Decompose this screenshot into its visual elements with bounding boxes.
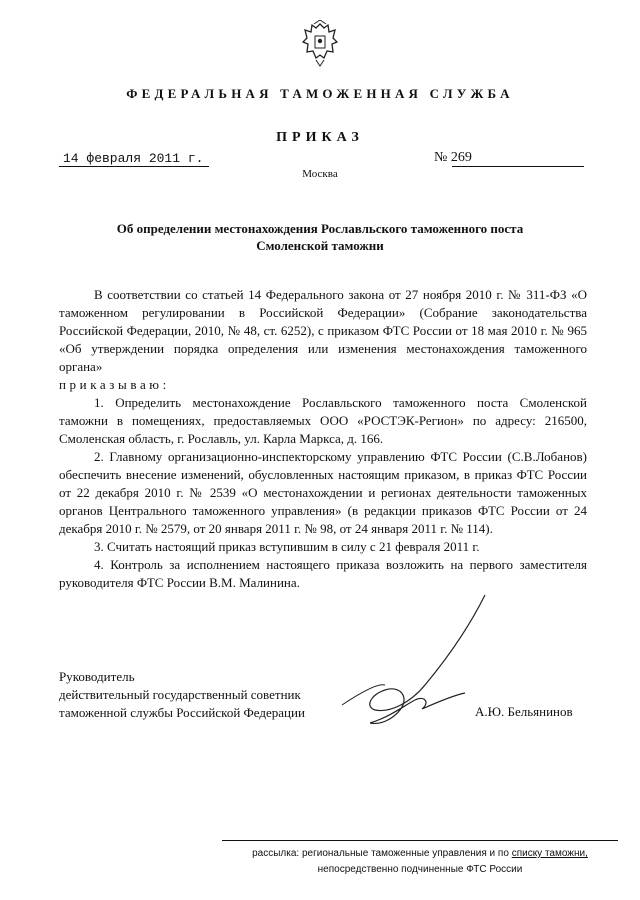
distribution-list-link: списку таможни, bbox=[511, 848, 588, 859]
order-item-3: 3. Считать настоящий приказ вступившим в силу с 21 февраля 2011 г. bbox=[94, 539, 480, 554]
signer-title-line-1: Руководитель bbox=[59, 669, 135, 684]
title-line-1: Об определении местонахождения Рославльского таможенного поста bbox=[116, 221, 524, 236]
signer-title-line-2: действительный государственный советник bbox=[59, 687, 301, 702]
document-title bbox=[60, 220, 580, 254]
number-label: № bbox=[434, 150, 448, 165]
document-type: ПРИКАЗ bbox=[276, 130, 364, 145]
city: Москва bbox=[302, 168, 338, 180]
coat-of-arms-emblem bbox=[300, 20, 340, 68]
number-value: 269 bbox=[450, 150, 472, 165]
signer-title-line-3: таможенной службы Российской Федерации bbox=[59, 705, 305, 720]
document-body bbox=[59, 286, 587, 592]
distribution-footer bbox=[222, 846, 618, 878]
preamble-paragraph: В соответствии со статьей 14 Федерального закона от 27 ноября 2010 г. № 311-ФЗ «О таможенном регулировании в Российской Федерации» (Собрание законодательства Российской Федерации, 2010, № 48, ст. 6252), с приказом ФТС России от 18 мая 2010 г. № 965 «Об утверждении порядка определения или изменения местонахождения таможенного органа» bbox=[59, 287, 587, 374]
order-item-4: 4. Контроль за исполнением настоящего приказа возложить на первого заместителя руководителя ФТС России В.М. Малинина. bbox=[59, 557, 587, 590]
handwritten-signature bbox=[330, 585, 530, 745]
footer-divider bbox=[222, 840, 618, 841]
order-date: 14 февраля 2011 г. bbox=[63, 151, 204, 166]
order-item-2: 2. Главному организационно-инспекторскому управлению ФТС России (С.В.Лобанов) обеспечить внесение изменений, обусловленных настоящим приказом, в приказ ФТС России от 22 декабря 2010 г. № 2539 «О местонахождении и регионах деятельности таможенных органов Центрального таможенного управления» (в редакции приказов ФТС России от 24 декабря 2010 г. № 2579, от 20 января 2011 г. № 98, от 24 января 2011 г. № 114). bbox=[59, 449, 587, 536]
order-item-1: 1. Определить местонахождение Рославльского таможенного поста Смоленской таможни в помещениях, предоставляемых ООО «РОСТЭК-Регион» по адресу: 216500, Смоленская область, г. Рославль, ул. Карла Маркса, д. 166. bbox=[59, 395, 587, 446]
signature-block bbox=[59, 668, 305, 722]
distribution-line-1 bbox=[222, 846, 618, 862]
number-underline bbox=[452, 166, 584, 167]
signer-name: А.Ю. Бельянинов bbox=[475, 704, 573, 719]
title-line-2: Смоленской таможни bbox=[256, 238, 384, 253]
distribution-line-2: непосредственно подчиненные ФТС России bbox=[317, 864, 523, 875]
date-underline bbox=[59, 166, 209, 167]
distribution-prefix: рассылка: региональные таможенные управления и по bbox=[252, 848, 512, 859]
agency-name: ФЕДЕРАЛЬНАЯ ТАМОЖЕННАЯ СЛУЖБА bbox=[126, 86, 514, 101]
order-number bbox=[434, 150, 472, 166]
order-word: приказываю: bbox=[59, 377, 170, 392]
